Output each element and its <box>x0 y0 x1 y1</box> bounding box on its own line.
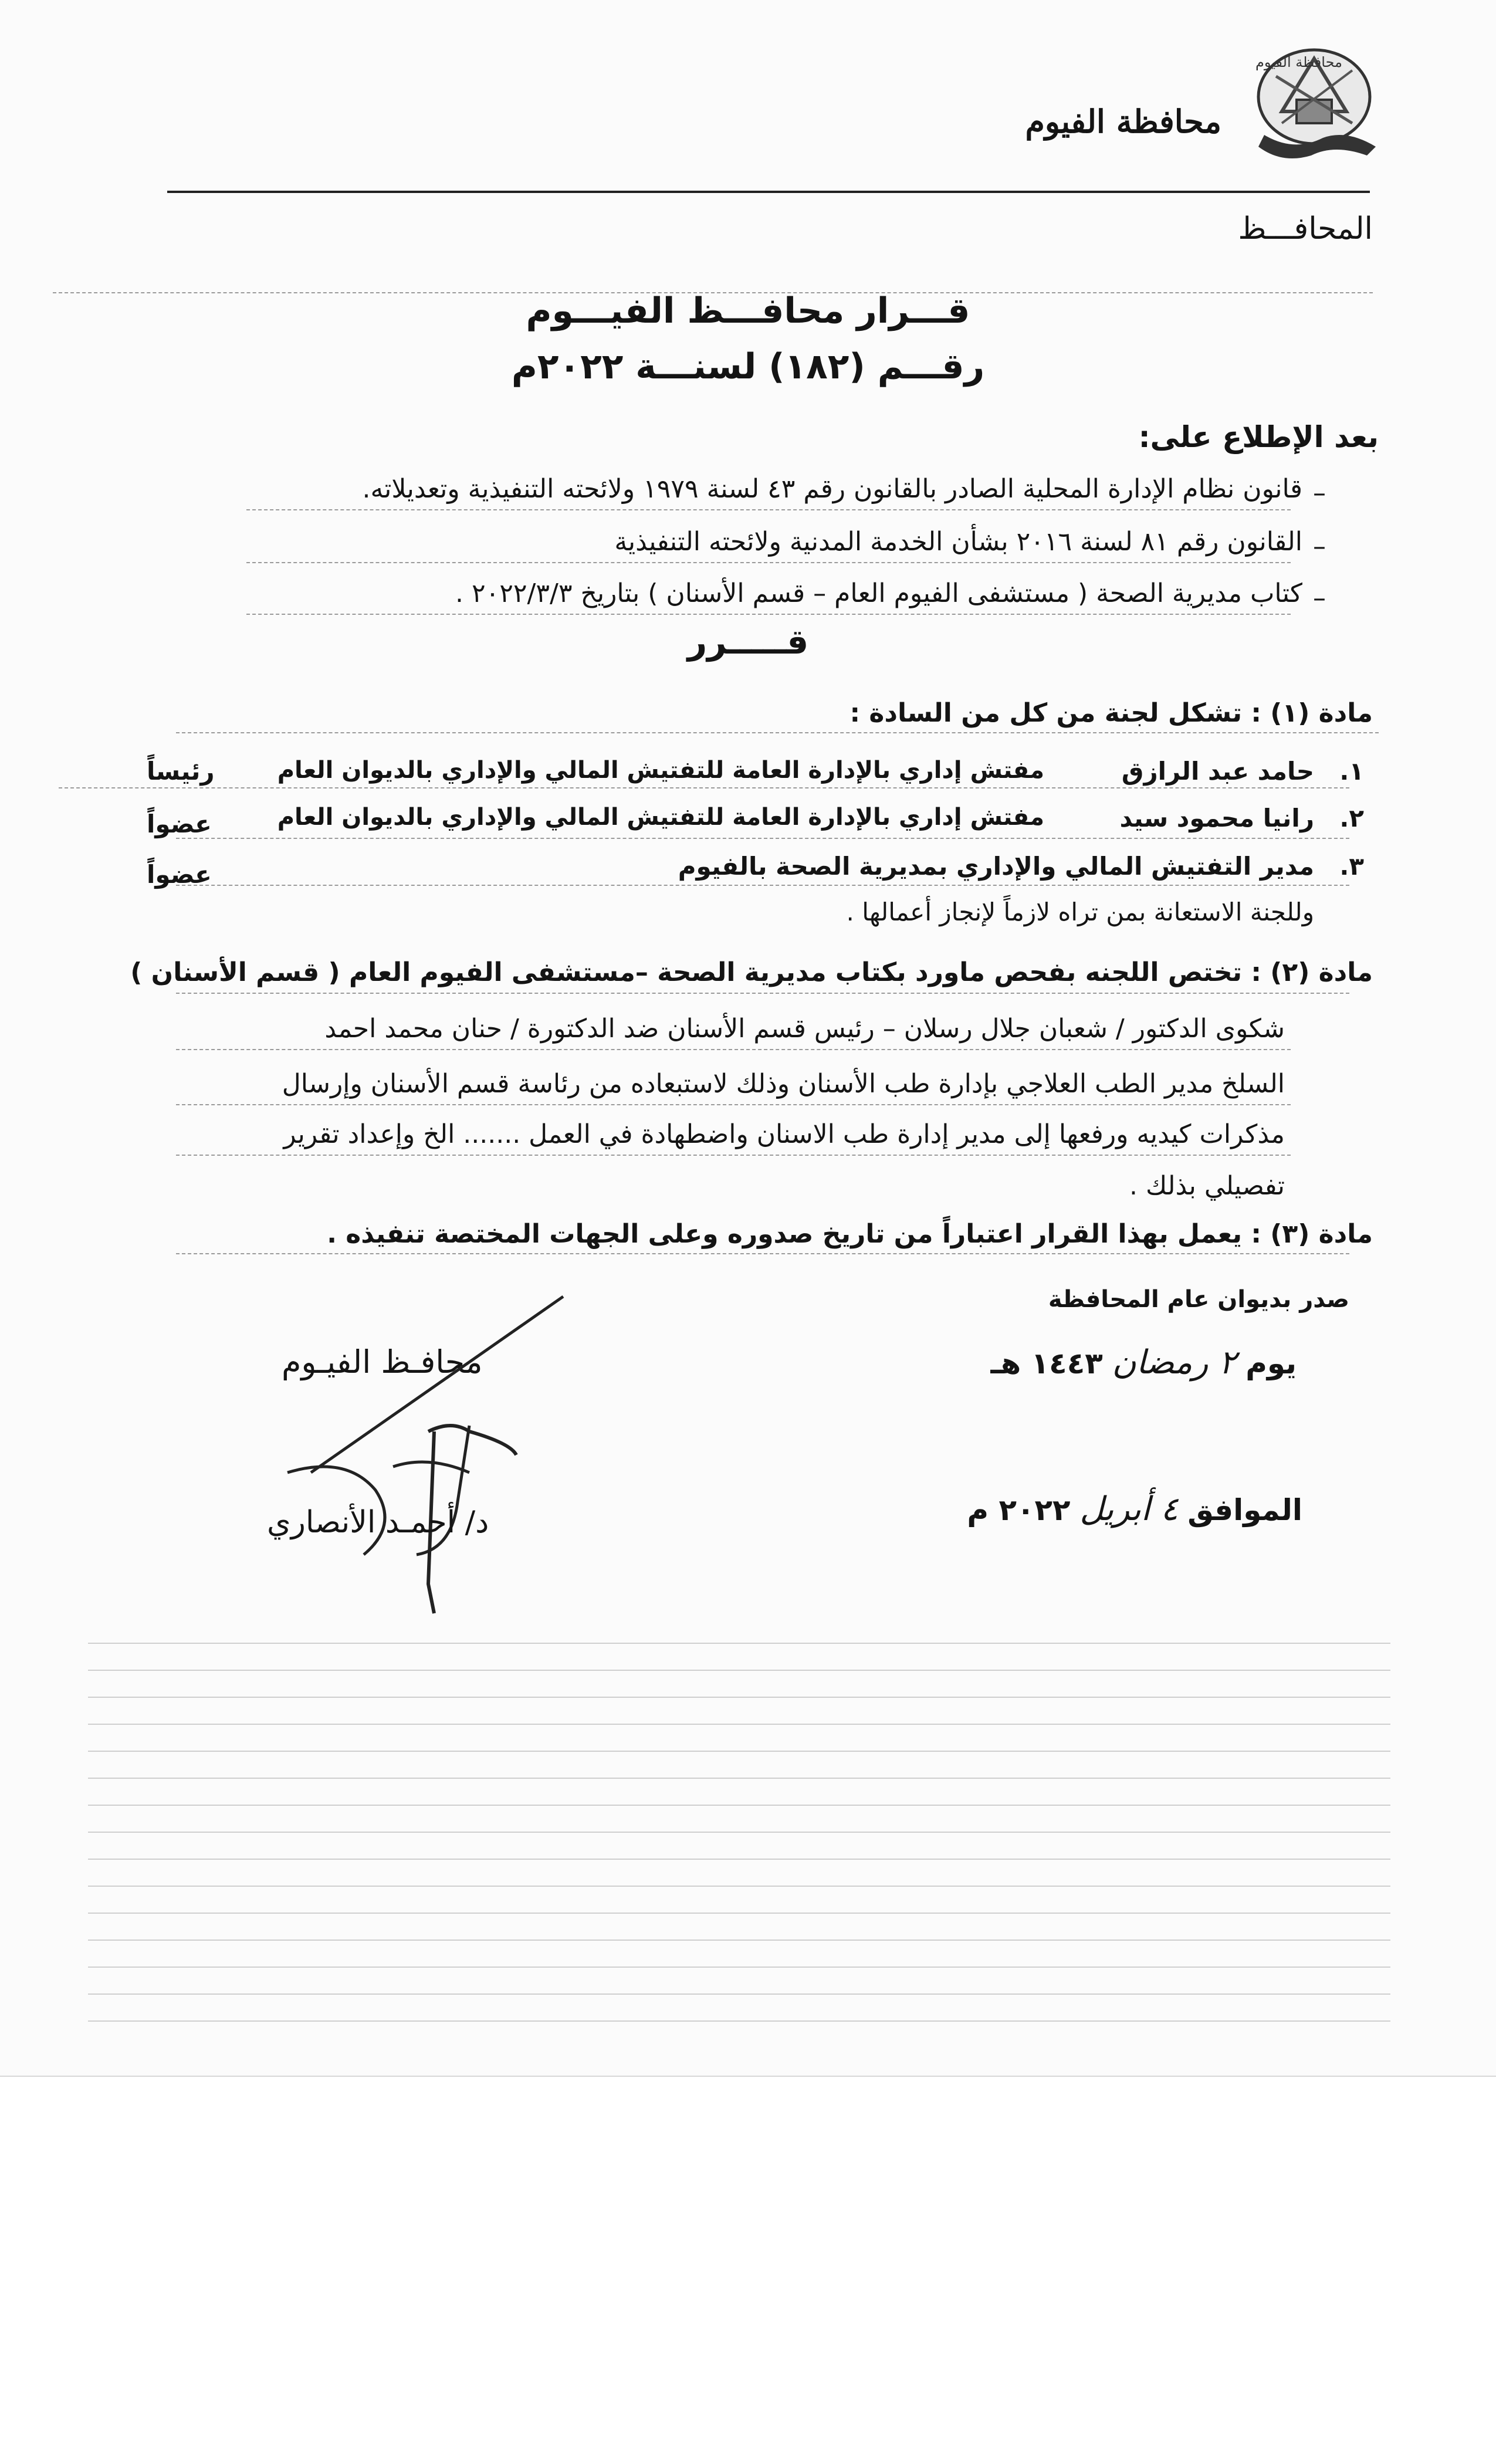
article-2-rule-4 <box>176 1155 1291 1156</box>
member-2-name: رانيا محمود سيد <box>1119 804 1314 832</box>
member-1-number: ١. <box>1339 757 1364 786</box>
office-title: المحافـــظ <box>1238 211 1373 246</box>
header-rule <box>167 191 1370 193</box>
decision-number: رقـــم (١٨٢) لسنـــة ٢٠٢٢م <box>511 346 985 387</box>
member-2-title: مفتش إداري بالإدارة العامة للتفتيش المالي والإداري بالديوان العام <box>277 804 1044 831</box>
preamble-bullet-1: – <box>1313 478 1326 508</box>
article-2-rule-1 <box>176 993 1349 994</box>
member-3-number: ٣. <box>1339 852 1364 881</box>
article-2-line-5: تفصيلي بذلك . <box>1129 1171 1285 1201</box>
greg-year: ٢٠٢٢ م <box>967 1493 1071 1527</box>
member-2-role: عضواً <box>147 810 212 838</box>
member-1-role: رئيساً <box>147 757 215 786</box>
blank-rule <box>88 1913 1390 1914</box>
blank-rule <box>88 1859 1390 1860</box>
article-1-rule <box>176 732 1379 733</box>
article-1-intro: مادة (١) : تشكل لجنة من كل من السادة : <box>849 698 1373 728</box>
hijri-year: ١٤٤٣ هـ <box>990 1346 1103 1380</box>
preamble-bullet-2: – <box>1313 532 1326 561</box>
member-3-title: مدير التفتيش المالي والإداري بمديرية الصحة بالفيوم <box>678 852 1314 881</box>
hijri-prefix: يوم <box>1245 1346 1297 1380</box>
greg-day-handwritten: ٤ أبريل <box>1079 1490 1179 1528</box>
signatory-title: محافـظ الفيـوم <box>282 1343 483 1380</box>
hijri-date <box>990 1343 1297 1382</box>
member-1-name: حامد عبد الرازق <box>1121 757 1314 786</box>
gregorian-date <box>967 1490 1302 1528</box>
blank-rule <box>88 1805 1390 1806</box>
article-2-line-1: مادة (٢) : تختص اللجنه بفحص ماورد بكتاب مديرية الصحة –مستشفى الفيوم العام ( قسم الأسنان ) <box>130 957 1373 987</box>
blank-rule <box>88 1778 1390 1779</box>
article-2-rule-2 <box>176 1049 1291 1050</box>
signatory-name: د/ أحمـد الأنصاري <box>267 1505 489 1540</box>
member-rule-1 <box>59 787 1349 788</box>
blank-rule <box>88 1724 1390 1725</box>
member-3-role: عضواً <box>147 860 212 889</box>
preamble-item-1: قانون نظام الإدارة المحلية الصادر بالقانون رقم ٤٣ لسنة ١٩٧٩ ولائحته التنفيذية وتعديلاته. <box>362 474 1302 504</box>
blank-rule <box>88 1940 1390 1941</box>
blank-rule <box>88 1832 1390 1833</box>
blank-rule <box>88 2020 1390 2022</box>
preamble-heading: بعد الإطلاع على: <box>1138 420 1379 454</box>
article-2-line-4: مذكرات كيديه ورفعها إلى مدير إدارة طب الاسنان واضطهادة في العمل ....... الخ وإعداد تقرير <box>283 1119 1285 1149</box>
preamble-item-3: كتاب مديرية الصحة ( مستشفى الفيوم العام – قسم الأسنان ) بتاريخ ٢٠٢٢/٣/٣ . <box>455 578 1302 608</box>
handwritten-signature <box>276 1279 581 1619</box>
blank-rule <box>88 1967 1390 1968</box>
article-1-closing: وللجنة الاستعانة بمن تراه لازماً لإنجاز أعمالها . <box>846 898 1314 926</box>
emblem-caption: محافظة الفيوم <box>1255 54 1342 70</box>
blank-rule <box>88 1670 1390 1671</box>
governorate-name: محافظة الفيوم <box>1025 103 1221 140</box>
article-3: مادة (٣) : يعمل بهذا القرار اعتباراً من تاريخ صدوره وعلى الجهات المختصة تنفيذه . <box>327 1219 1373 1249</box>
blank-rule <box>88 1751 1390 1752</box>
hijri-day-handwritten: ٢ رمضان <box>1112 1343 1237 1382</box>
article-2-rule-3 <box>176 1104 1291 1105</box>
preamble-bullet-3: – <box>1313 583 1326 613</box>
preamble-rule-2 <box>246 562 1291 563</box>
article-2-line-3: السلخ مدير الطب العلاجي بإدارة طب الأسنان وذلك لاستبعاده من رئاسة قسم الأسنان وإرسال <box>282 1069 1285 1099</box>
member-2-number: ٢. <box>1339 804 1364 832</box>
member-rule-2 <box>176 838 1349 839</box>
member-1-title: مفتش إداري بالإدارة العامة للتفتيش المالي والإداري بالديوان العام <box>277 757 1044 784</box>
decision-word: قـــــرر <box>687 622 809 662</box>
preamble-rule-3 <box>246 614 1291 615</box>
preamble-item-2: القانون رقم ٨١ لسنة ٢٠١٦ بشأن الخدمة المدنية ولائحته التنفيذية <box>614 527 1302 557</box>
blank-rule <box>88 1697 1390 1698</box>
issued-place: صدر بديوان عام المحافظة <box>1048 1286 1349 1313</box>
member-rule-3 <box>176 885 1349 886</box>
article-3-rule <box>176 1253 1349 1254</box>
blank-rule <box>88 1643 1390 1644</box>
preamble-rule-1 <box>246 509 1291 510</box>
blank-rule <box>88 1993 1390 1995</box>
article-2-line-2: شكوى الدكتور / شعبان جلال رسلان – رئيس قسم الأسنان ضد الدكتورة / حنان محمد احمد <box>324 1014 1285 1044</box>
greg-prefix: الموافق <box>1187 1493 1302 1527</box>
decision-title: قـــرار محافـــظ الفيـــوم <box>526 290 970 331</box>
blank-rule <box>88 1886 1390 1887</box>
